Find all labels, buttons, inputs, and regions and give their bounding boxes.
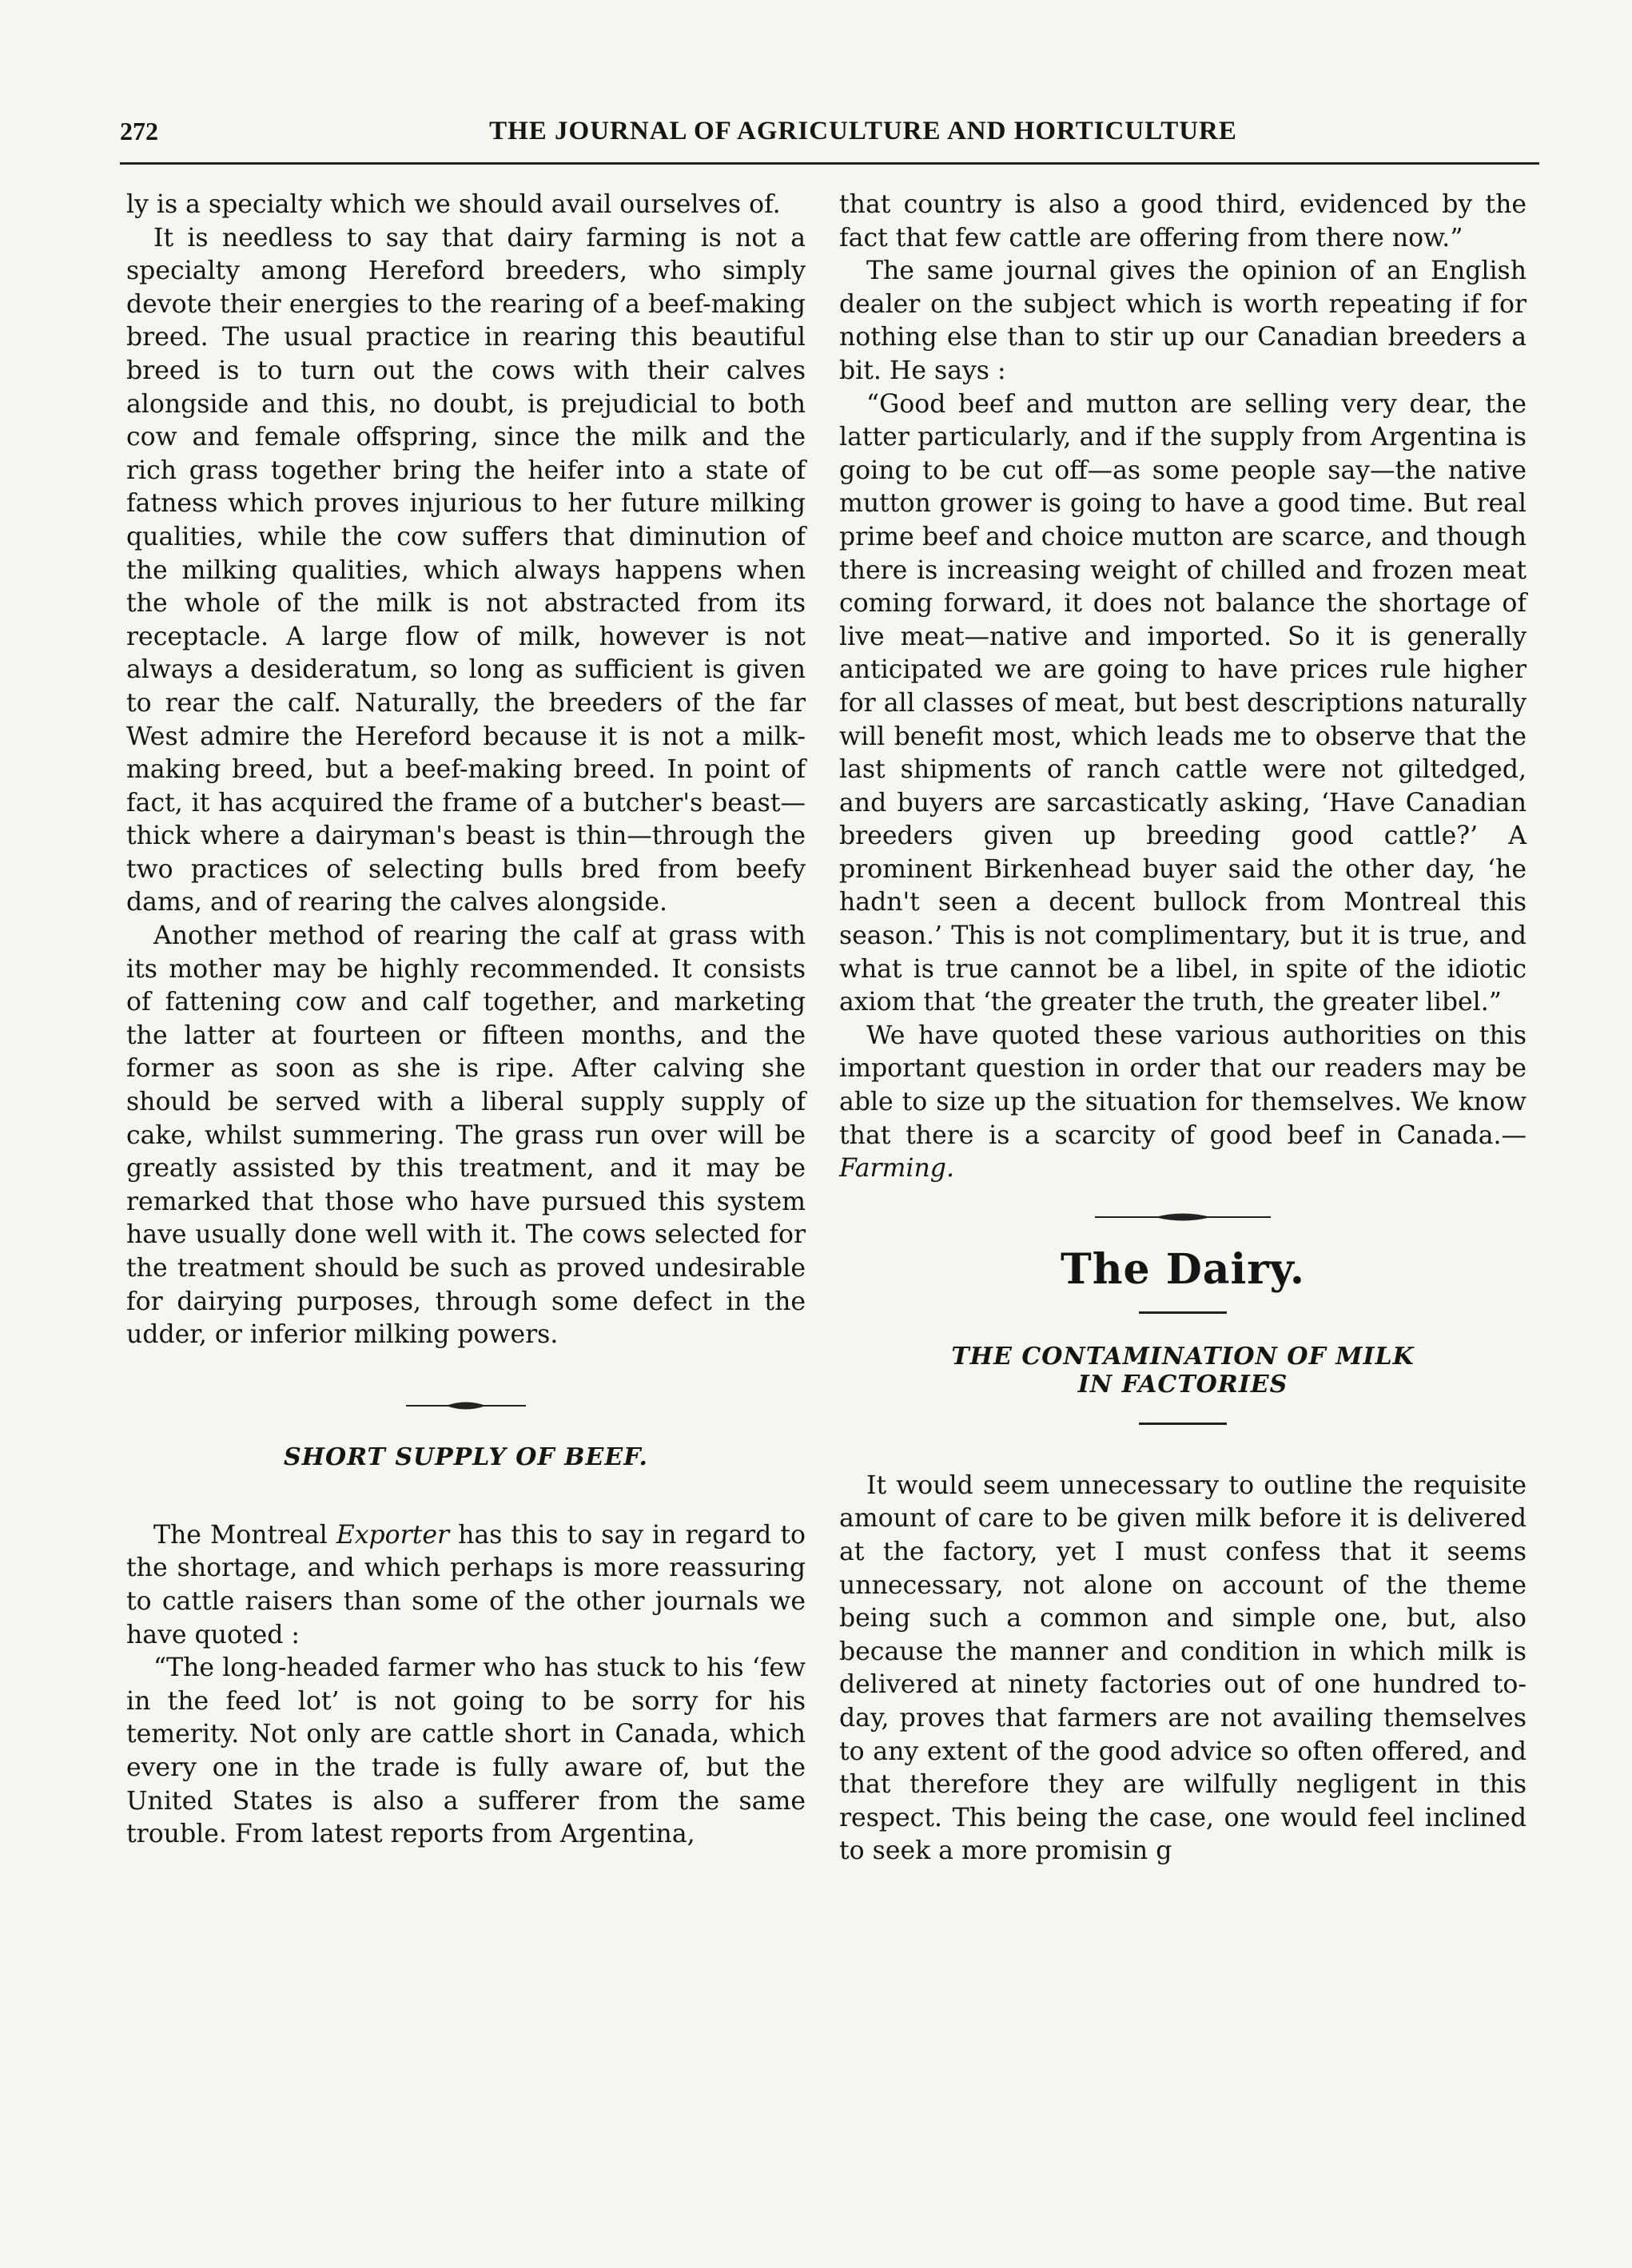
paragraph-quote-continued: that country is also a good third, evidenced by the fact that few cattle are offering from there now.” xyxy=(839,190,1527,253)
exporter-text-pre: The Montreal xyxy=(153,1520,336,1550)
quote-good-beef-and-mutton: “Good beef and mutton are selling very dear, the latter particularly, and if the supply from Argentina is going to be cut off—as some people say—the native mutton grower is going to have a good time. But real prime beef and choice mutton are scarce, and though there is increasing weight of chilled and frozen meat coming forward, it does not balance the shortage of live meat—native and imported. So it is generally anticipated we are going to have prices rule higher for all classes of meat, but best descriptions naturally will benefit most, which leads me to observe that the last shipments of ranch cattle were not giltedged, and buyers are sarcasticatly asking, ‘Have Canadian breeders given up breeding good cattle?’ A prominent Birkenhead buyer said the other day, ‘he hadn't seen a decent bullock from Montreal this season.’ This is not complimentary, but it is true, and what is true cannot be a libel, in spite of the idiotic axiom that ‘the greater the truth, the greater libel.” xyxy=(839,389,1527,1017)
paragraph-montreal-exporter xyxy=(126,1519,806,1652)
running-title: THE JOURNAL OF AGRICULTURE AND HORTICULTURE xyxy=(489,117,1237,145)
section-heading-contamination-line2: IN FACTORIES xyxy=(1077,1370,1288,1399)
paragraph-contamination: It would seem unnecessary to outline the requisite amount of care to be given milk before it is delivered at the factory, yet I must confess that it seems unnecessary, not alone on account of the theme being such a common and simple one, but, also because the manner and condition in which milk is delivered at ninety factories out of one hundred to-day, proves that farmers are not availing themselves to any extent of the good advice so often offered, and that therefore they are wilfully negligent in this respect. This being the case, one would feel inclined to seek a more promisin g xyxy=(839,1470,1527,1866)
section-heading-short-supply: SHORT SUPPLY OF BEEF. xyxy=(284,1442,648,1471)
right-column xyxy=(839,189,1527,2218)
page-number: 272 xyxy=(120,117,158,145)
farming-source: Farming. xyxy=(839,1154,954,1184)
authorities-text: We have quoted these various authorities on this important question in order that our readers may be able to size up the situation for themselves. We know that there is a scarcity of good beef in Canada.— xyxy=(839,1021,1527,1150)
paragraph-authorities xyxy=(839,1020,1527,1186)
paragraph-hereford-breeders: It is needless to say that dairy farming is not a specialty among Hereford breeders, who simply devote their energies to the rearing of a beef-making breed. The usual practice in rearing this beautiful breed is to turn out the cows with their calves alongside and this, no doubt, is prejudicial to both cow and female offspring, since the milk and the rich grass together bring the heifer into a state of fatness which proves injurious to her future milking qualities, while the cow suffers that diminution of the milking qualities, which always happens when the whole of the milk is not abstracted from its receptacle. A large flow of milk, however is not always a desideratum, so long as sufficient is given to rear the calf. Naturally, the breeders of the far West admire the Hereford because it is not a milk-making breed, but a beef-making breed. In point of fact, it has acquired the frame of a butcher's beast—thick where a dairyman's beast is thin—through the two practices of selecting bulls bred from beefy dams, and of rearing the calves alongside. xyxy=(126,223,806,917)
exporter-text-post: has this to say in regard to the shortage, and which perhaps is more reassuring to cattle raisers than some of the other journals we have quoted : xyxy=(126,1520,806,1649)
paragraph-english-dealer: The same journal gives the opinion of an English dealer on the subject which is worth repeating if for nothing else than to stir up our Canadian breeders a bit. He says : xyxy=(839,257,1527,385)
header-rule xyxy=(120,162,1539,165)
running-header xyxy=(120,110,1539,158)
quote-long-headed-farmer: “The long-headed farmer who has stuck to his ‘few in the feed lot’ is not going to be sorry for his temerity. Not only are cattle short in Canada, which every one in the trade is fully aware of, but the United States is also a sufferer from the same trouble. From latest reports from Argentina, xyxy=(126,1653,806,1849)
ornamental-divider-icon xyxy=(1095,1210,1271,1224)
section-heading-contamination-line1: THE CONTAMINATION OF MILK xyxy=(951,1342,1415,1371)
department-title: The Dairy. xyxy=(1061,1244,1305,1294)
ornamental-divider-icon xyxy=(406,1399,526,1413)
paragraph-rearing-calf: Another method of rearing the calf at grass with its mother may be highly recommended. It consists of fattening cow and calf together, and marketing the latter at fourteen or fifteen months, and the former as soon as she is ripe. After calving she should be served with a liberal supply supply of cake, whilst summering. The grass run over will be greatly assisted by this treatment, and it may be remarked that those who have pursued this system have usually done well with it. The cows selected for the treatment should be such as proved undesirable for dairying purposes, through some defect in the udder, or inferior milking powers. xyxy=(126,921,806,1350)
exporter-title: Exporter xyxy=(336,1520,450,1550)
left-column xyxy=(126,189,806,2218)
paragraph-continued: ly is a specialty which we should avail ourselves of. xyxy=(126,190,781,219)
